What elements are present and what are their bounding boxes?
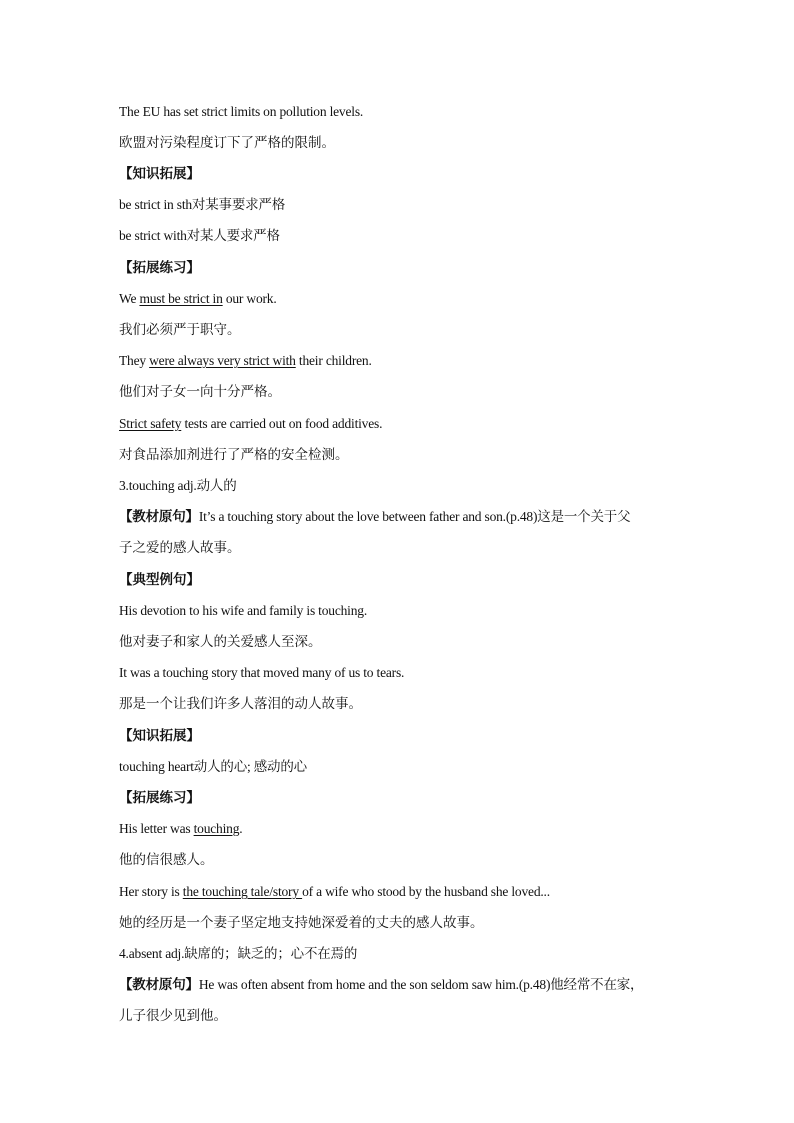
section-heading: 【典型例句】: [119, 572, 200, 588]
exercise-sentence: [119, 414, 694, 434]
vocab-entry-heading: 4.absent adj.缺席的；缺乏的；心不在焉的: [119, 946, 358, 961]
exercise-sentence: [119, 289, 694, 309]
translation-cn: 对食品添加剂进行了严格的安全检测。: [119, 447, 349, 463]
example-sentence-en: It was a touching story that moved many of us to tears.: [119, 665, 405, 680]
answer-blank: the touching tale/story: [182, 884, 303, 899]
phrase-item: be strict in sth对某事要求严格: [119, 197, 286, 212]
section-heading: 【拓展练习】: [119, 790, 200, 806]
textbook-sentence-text: It’s a touching story about the love between father and son.(p.48)这是一个关于父: [198, 509, 631, 524]
sentence-text: tests are carried out on food additives.: [181, 416, 383, 431]
section-heading: 【知识拓展】: [119, 728, 200, 744]
translation-cn: 她的经历是一个妻子坚定地支持她深爱着的丈夫的感人故事。: [119, 915, 484, 931]
phrase-item: be strict with对某人要求严格: [119, 228, 280, 243]
translation-cn: 他的信很感人。: [119, 852, 214, 868]
answer-blank: Strict safety: [119, 416, 182, 431]
textbook-sentence-continued: 儿子很少见到他。: [119, 1008, 227, 1024]
example-sentence-en: The EU has set strict limits on pollution levels.: [119, 104, 364, 119]
textbook-sentence: [119, 507, 694, 527]
textbook-sentence: [119, 975, 694, 995]
answer-blank: must be strict in: [139, 291, 223, 306]
section-heading: 【知识拓展】: [119, 166, 200, 182]
sentence-text: .: [239, 821, 243, 836]
textbook-sentence-tag: 【教材原句】: [119, 977, 199, 993]
example-sentence-cn: 他对妻子和家人的关爱感人至深。: [119, 634, 322, 650]
sentence-text: His letter was: [119, 821, 194, 836]
vocab-entry-heading: 3.touching adj.动人的: [119, 478, 237, 493]
answer-blank: touching: [193, 821, 240, 836]
exercise-sentence: [119, 882, 694, 902]
textbook-sentence-text: He was often absent from home and the son seldom saw him.(p.48)他经常不在家，: [198, 977, 644, 992]
translation-cn: 他们对子女一向十分严格。: [119, 384, 281, 400]
sentence-text: our work.: [222, 291, 277, 306]
phrase-item: touching heart动人的心; 感动的心: [119, 759, 307, 774]
example-sentence-cn: 那是一个让我们许多人落泪的动人故事。: [119, 696, 362, 712]
section-heading: 【拓展练习】: [119, 260, 200, 276]
example-sentence-cn: 欧盟对污染程度订下了严格的限制。: [119, 135, 335, 151]
sentence-text: They: [119, 353, 150, 368]
sentence-text: of a wife who stood by the husband she loved...: [302, 884, 550, 899]
translation-cn: 我们必须严于职守。: [119, 322, 241, 338]
textbook-sentence-continued: 子之爱的感人故事。: [119, 540, 241, 556]
textbook-sentence-tag: 【教材原句】: [119, 509, 199, 525]
exercise-sentence: [119, 351, 694, 371]
sentence-text: We: [119, 291, 140, 306]
example-sentence-en: His devotion to his wife and family is touching.: [119, 603, 367, 618]
sentence-text: their children.: [295, 353, 372, 368]
exercise-sentence: [119, 819, 694, 839]
sentence-text: Her story is: [119, 884, 183, 899]
answer-blank: were always very strict with: [149, 353, 296, 368]
